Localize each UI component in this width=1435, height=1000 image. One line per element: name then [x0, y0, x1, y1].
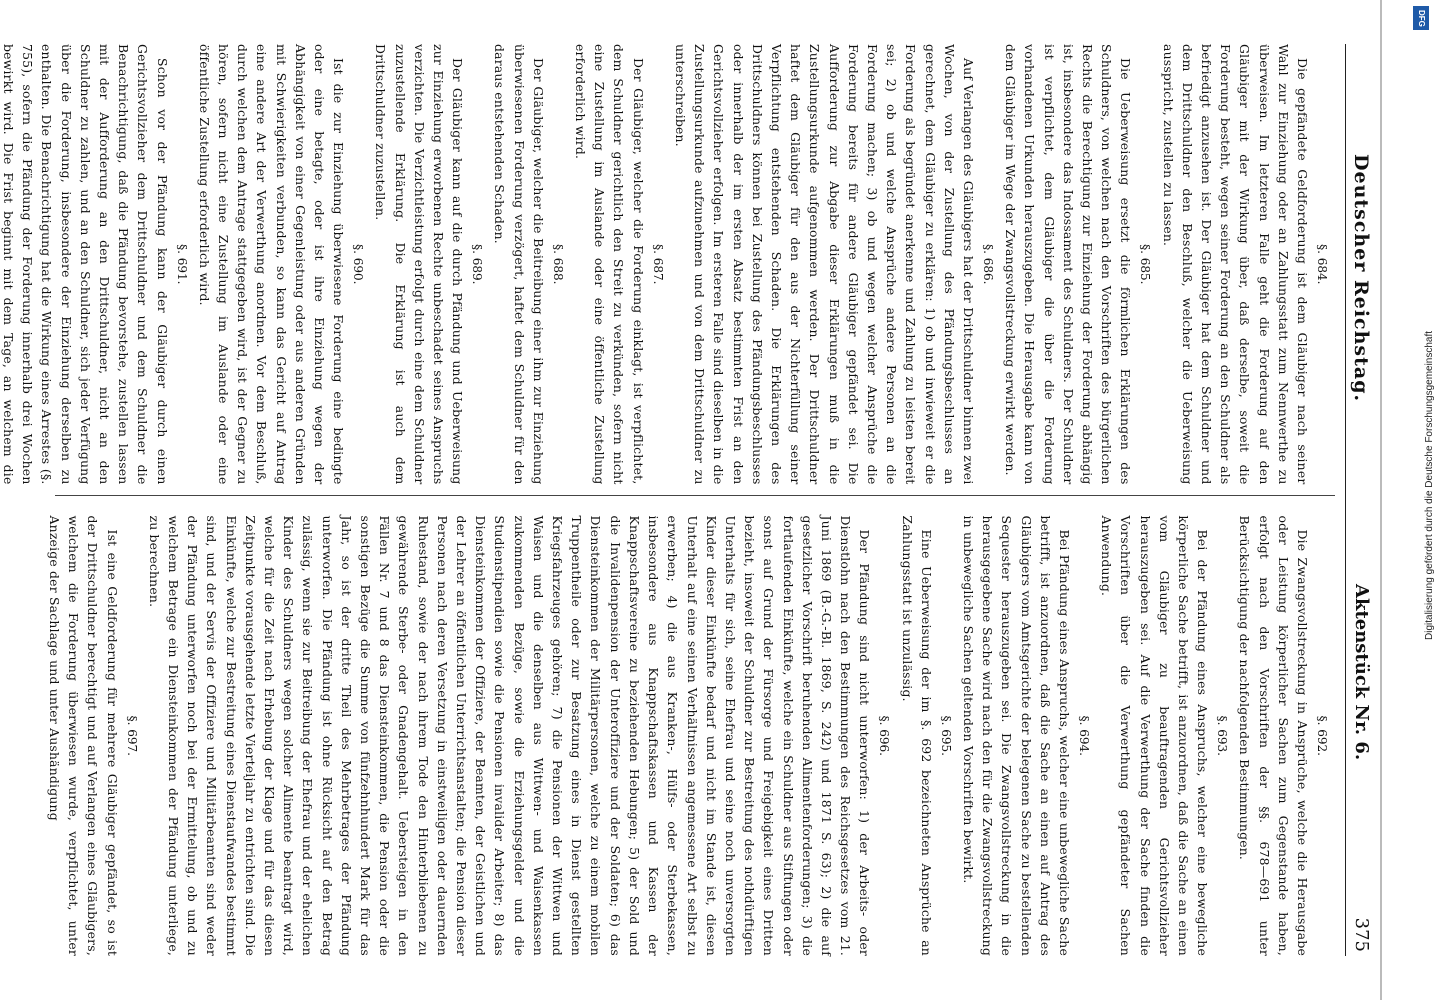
- section-heading: §. 686.: [980, 244, 995, 285]
- page-number: 375: [1351, 917, 1372, 952]
- section-heading: §. 684.: [1315, 244, 1329, 285]
- section-heading: §. 688.: [550, 244, 565, 285]
- section-heading: §. 692.: [1315, 715, 1329, 756]
- document-number: Aktenstück Nr. 6.: [1351, 584, 1372, 761]
- section-text: Der Pfändung sind nicht unterworfen: 1) der Arbeits- oder Dienstlohn nach den Bestimmungen des Reichsgesetzes vom 21. Juni 1869 (B.-G.-Bl. 1869, S. 242) und 1871 S. 63); 2) die auf gesetzlicher Vorschrift beruhenden Alimentenforderungen; 3) die fortlaufenden Einkünfte, welche ein Schuldner aus Stiftungen oder sonst auf Grund der Fürsorge und Freigebigkeit eines Dritten bezieht, insoweit der Schuldner zur Bestreitung des nothdürftigen Unterhalts für sich, seine Ehefrau und seine noch unversorgten Kinder dieser Einkünfte bedarf und nicht im Stande ist, diesen Unterhalt auf eine seinen Verhältnissen angemessene Art selbst zu erwerben; 4) die aus Kranken-, Hülfs- oder Sterbekassen, insbesondere aus Knappschaftskassen und Kassen der Knappschaftsvereine zu beziehenden Hebungen; 5) der Sold und die Invalidenpension der Unteroffiziere und der Soldaten; 6) das Diensteinkommen der Militärpersonen, welche zu einem mobilen Truppentheile oder zur Besatzung eines in Dienst gestellten Kriegsfahrzeuges gehören; 7) die Pensionen der Wittwen und Waisen und die denselben aus Wittwen- und Waisenkassen zukommenden Bezüge, sowie die Erziehungsgelder und die Studienstipendien sowie die Pensionen invalider Arbeiter; 8) das Diensteinkommen der Offiziere, der Beamten, der Geistlichen und der Lehrer an öffentlichen Unterrichtsanstalten; die Pension dieser Personen nach deren Versetzung in einstweiligen oder dauernden Ruhestand, sowie der nach ihrem Tode den Hinterbliebenen zu gewährende Sterbe- oder Gnadengehalt. Uebersteigen in den Fällen Nr. 7 und 8 das Diensteinkommen, die Pension oder die sonstigen Bezüge die Summe von fünfzehnhundert Mark für das Jahr, so ist der dritte Theil des Mehrbetrages der Pfändung unterworfen. Die Pfändung ist ohne Rücksicht auf den Betrag zulässig, wenn sie zur Beitreibung der Ehefrau und der ehelichen Kinder des Schuldners wegen solcher Alimente beantragt wird, welche für die Zeit nach Erhebung der Klage und für das diesen Zeitpunkte vorausgehende letzte Vierteljahr zu entrichten sind. Die Einkünfte, welche zur Bestreitung eines Dienstaufwandes bestimmt sind, und der Servis der Offiziere und Militärbeamten sind weder der Pfändung unterworfen noch bei der Ermittelung, ob und zu welchem Betrage ein Diensteinkommen der Pfändung unterliege, zu berechnen.: [146, 515, 873, 956]
- publication-title: Deutscher Reichstag.: [1350, 154, 1372, 403]
- section-text: Der Gläubiger kann auf die durch Pfändung und Ueberweisung zur Einziehung erworbenen Rechte unbeschadet seines Anspruchs verzichten. Die Verzichtleistung erfolgt durch eine dem Schuldner zuzustellende Erklärung. Die Erklärung ist auch dem Drittschuldner zuzustellen.: [373, 44, 466, 485]
- section-heading: §. 693.: [1215, 715, 1230, 756]
- section-heading: §. 697.: [124, 715, 139, 756]
- digitization-note: Digitalisierung gefördert durch die Deutsche Forschungsgemeinschaft: [1424, 330, 1435, 640]
- section-text: Eine Ueberweisung der im §. 692 bezeichneten Ansprüche an Zahlungsstatt ist unzulässig.: [899, 515, 934, 956]
- section-text: Bei Pfändung eines Anspruchs, welcher eine unbewegliche Sache betrifft, ist anzuordnen, daß die Sache an einen auf Antrag des Gläubigers vom Amtsgerichte der belegenen Sache zu bestellenden Sequester herauszugeben sei. Die Zwangsvollstreckung in die herausgegebene Sache wird nach den für die Zwangsvollstreckung in unbewegliche Sachen geltenden Vorschriften bewirkt.: [960, 515, 1072, 956]
- rotated-document-page: [1, 20, 1416, 980]
- dfg-logo: DFG: [1413, 6, 1429, 30]
- section-heading: §. 691.: [174, 244, 189, 285]
- section-text: Die gepfändete Geldforderung ist dem Gläubiger nach seiner Wahl zur Einziehung oder an Zahlungsstatt zum Nennwerthe zu überweisen. Im letzteren Falle geht die Forderung auf den Gläubiger mit der Wirkung über, daß derselbe, soweit die Forderung besteht, wegen seiner Forderung an den Schuldner als befriedigt anzusehen ist. Der Gläubiger hat dem Schuldner und dem Drittschuldner den Beschluß, welcher die Ueberweisung ausspricht, zustellen zu lassen.: [1160, 44, 1310, 485]
- section-text: Die Zwangsvollstreckung in Ansprüche, welche die Herausgabe oder Leistung körperlicher Sachen zum Gegenstande haben, erfolgt nach den Vorschriften der §§. 678—691 unter Berücksichtigung der nachfolgenden Bestimmungen.: [1237, 515, 1310, 956]
- section-heading: §. 695.: [938, 715, 953, 756]
- running-head: [1345, 44, 1376, 956]
- section-text: Auf Verlangen des Gläubigers hat der Drittschuldner binnen zwei Wochen, von der Zustellung des Pfändungsbeschlusses an gerechnet, dem Gläubiger zu erklären: 1) ob und inwieweit er die Forderung als begründet anerkenne und Zahlung zu leisten bereit sei; 2) ob und welche Ansprüche andere Personen an die Forderung machen; 3) ob und wegen welcher Ansprüche die Forderung bereits für andere Gläubiger gepfändet sei. Die Aufforderung zur Abgabe dieser Erklärungen muß in die Zustellungsurkunde aufgenommen werden. Der Drittschuldner haftet dem Gläubiger für den aus der Nichterfüllung seiner Verpflichtung entstehenden Schaden. Die Erklärungen des Drittschuldners können bei Zustellung des Pfändungsbeschlusses oder innerhalb der im ersten Absatz bestimmten Frist an den Gerichtsvollzieher erfolgen. Im ersteren Falle sind dieselben in die Zustellungsurkunde aufzunehmen und von dem Drittschuldner zu unterschreiben.: [672, 44, 976, 485]
- section-text: Ist die zur Einziehung überwiesene Forderung eine bedingte oder eine betagte, oder ist ihre Einziehung wegen der Abhängigkeit von einer Gegenleistung oder aus anderen Gründen mit Schwierigkeiten verbunden, so kann das Gericht auf Antrag eine andere Art der Verwerthung anordnen. Vor dem Beschluß, durch welchen dem Antrage stattgegeben wird, ist der Gegner zu hören, sofern nicht eine Zustellung im Auslande oder eine öffentliche Zustellung erforderlich wird.: [196, 44, 347, 485]
- section-text: Ist eine Geldforderung für mehrere Gläubiger gepfändet, so ist der Drittschuldner berechtigt und auf Verlangen eines Gläubigers, welchem die Forderung überwiesen wurde, verpflichtet, unter Anzeige der Sachlage und unter Aushändigung: [47, 515, 120, 956]
- text-columns: [1, 44, 1335, 956]
- section-heading: §. 685.: [1138, 244, 1153, 285]
- right-column: [47, 515, 1335, 957]
- section-text: Der Gläubiger, welcher die Forderung einklagt, ist verpflichtet, dem Schuldner gerichtlich den Streit zu verkünden, sofern nicht eine Zustellung im Auslande oder eine öffentliche Zustellung erforderlich wird.: [573, 44, 646, 485]
- section-heading: §. 696.: [877, 715, 892, 756]
- section-heading: §. 689.: [470, 244, 485, 285]
- left-column: [1, 44, 1335, 496]
- section-text: Die Ueberweisung ersetzt die förmlichen Erklärungen des Schuldners, von welchen nach den Vorschriften des bürgerlichen Rechts die Berechtigung zur Einziehung der Forderung abhängig ist, insbesondere das Indossament des Schuldners. Der Schuldner ist verpflichtet, dem Gläubiger die über die Forderung vorhandenen Urkunden herauszugeben. Die Herausgabe kann von dem Gläubiger im Wege der Zwangsvollstreckung erwirkt werden.: [1003, 44, 1134, 485]
- section-heading: §. 687.: [650, 244, 665, 285]
- section-text: Der Gläubiger, welcher die Beitreibung einer ihm zur Einziehung überwiesenen Forderung verzögert, haftet dem Schuldner für den daraus entstehenden Schaden.: [492, 44, 546, 485]
- section-heading: §. 694.: [1076, 715, 1091, 756]
- section-heading: §. 690.: [351, 244, 366, 285]
- section-text: Schon vor der Pfändung kann der Gläubiger durch einen Gerichtsvollzieher dem Drittschuldner und dem Schuldner die Benachrichtigung, daß die Pfändung bevorstehe, zustellen lassen mit der Aufforderung an den Drittschuldner, nicht an den Schuldner zu zahlen, und an den Schuldner, sich jeder Verfügung über die Forderung, insbesondere der Einziehung derselben zu enthalten. Die Benachrichtigung hat die Wirkung eines Arrestes (§. 755), sofern die Pfändung der Forderung innerhalb drei Wochen bewirkt wird. Die Frist beginnt mit dem Tage, an welchem die: [1, 44, 170, 485]
- section-text: Bei der Pfändung eines Anspruchs, welcher eine bewegliche körperliche Sache betrifft, ist anzuordnen, daß die Sache an einen vom Gläubiger zu beauftragenden Gerichtsvollzieher herauszugeben sei. Auf die Verwerthung der Sache finden die Vorschriften über die Verwerthung gepfändeter Sachen Anwendung.: [1099, 515, 1211, 956]
